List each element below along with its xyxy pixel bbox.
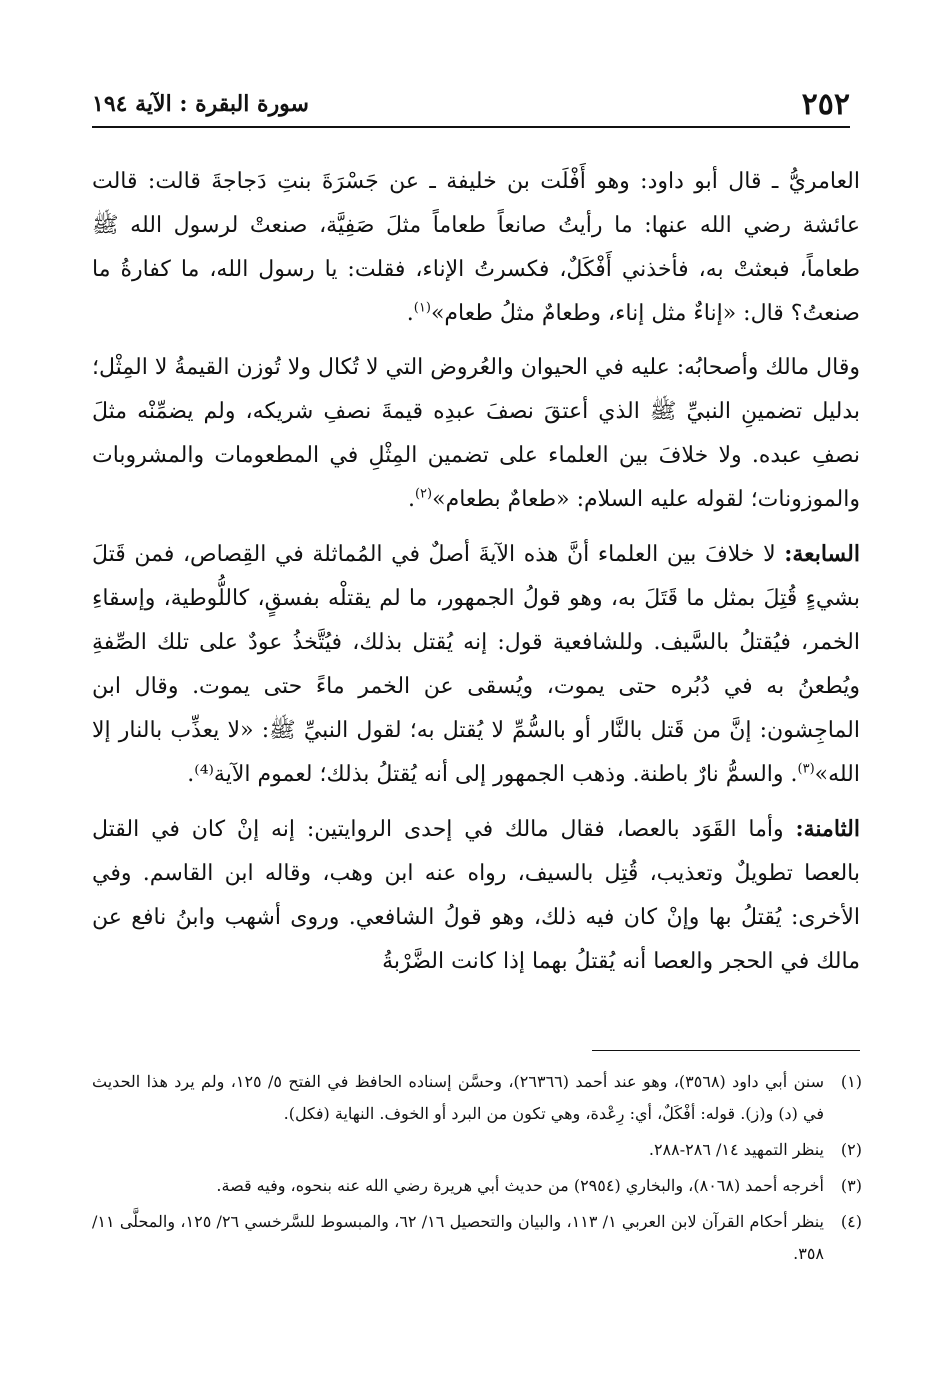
paragraph-end: . (406, 301, 414, 326)
footnote-text: أخرجه أحمد (٨٠٦٨)، والبخاري (٢٩٥٤) من حديث أبي هريرة رضي الله عنه بنحوه، وفيه قصة. (216, 1176, 824, 1195)
footnote-text: ينظر التمهيد ١٤/ ٢٨٦-٢٨٨. (648, 1140, 824, 1159)
running-header (92, 84, 850, 124)
header-rule (92, 126, 850, 128)
main-text (92, 160, 860, 994)
footnote (92, 1134, 862, 1166)
footnote-number: (٤) (840, 1212, 862, 1231)
paragraph-end: . (407, 487, 415, 512)
footnote-ref: (٢) (414, 486, 433, 502)
footnote-text: سنن أبي داود (٣٥٦٨)، وهو عند أحمد (٢٦٣٦٦)، وحسَّن إسناده الحافظ في الفتح ٥/ ١٢٥، ولم يرد هذا الحديث في (د) و(ز). قوله: أفْكَلٌ، أي: رِعْدة، وهي تكون من البرد أو الخوف. النهاية (فكل). (92, 1072, 825, 1123)
footnote-text: ينظر أحكام القرآن لابن العربي ١/ ١١٣، والبيان والتحصيل ١٦/ ٦٢، والمبسوط للسَّرخسي ٢٦/ ١٢٥، والمحلَّى ١١/ ٣٥٨. (92, 1212, 824, 1263)
paragraph-end: . والسمُّ نارٌ باطنة. وذهب الجمهور إلى أنه يُقتلُ بذلك؛ لعموم الآية⁽⁴⁾. (187, 762, 798, 787)
footnote-number: (٣) (840, 1176, 862, 1195)
paragraph (92, 532, 860, 797)
footnote (92, 1066, 862, 1130)
footnotes (92, 1066, 862, 1274)
running-title: سورة البقرة : الآية ١٩٤ (92, 91, 309, 117)
paragraph-text: وأما القَوَد بالعصا، فقال مالك في إحدى الروايتين: إنه إنْ كان في القتل بالعصا تطويلٌ وتعذيب، قُتِل بالسيف، رواه عنه ابن وهب، وقاله ابن القاسم. وفي الأخرى: يُقتلُ بها وإنْ كان فيه ذلك، وهو قولُ الشافعي. وروى أشهب وابنُ نافع عن مالك في الحجر والعصا أنه يُقتلُ بهما إذا كانت الضَّرْبةُ (92, 817, 860, 974)
footnote-rule (592, 1050, 860, 1051)
paragraph-text: لا خلافَ بين العلماء أنَّ هذه الآيةَ أصلٌ في المُماثلة في القِصاص، فمن قَتلَ بشيءٍ قُتِلَ بمثل ما قَتَلَ به، وهو قولُ الجمهور، ما لم يقتلْه بفسقٍ، كاللُّوطية، وإسقاءِ الخمر، فيُقتلُ بالسَّيف. وللشافعية قول: إنه يُقتل بذلك، فيُتَّخذُ عودٌ على تلك الصِّفةِ ويُطعنُ به في دُبُره حتى يموت، ويُسقى عن الخمر ماءً حتى يموت. وقال ابن الماجِشون: إنَّ من قَتل بالنَّار أو بالسُّمِّ لا يُقتل به؛ لقول النبيِّ ﷺ: «لا يعذِّب بالنار إلا الله» (92, 542, 860, 787)
paragraph-text: وقال مالك وأصحابُه: عليه في الحيوان والعُروض التي لا تُكال ولا تُوزن القيمةُ لا المِثْل؛ بدليل تضمينِ النبيِّ ﷺ الذي أعتقَ نصفَ عبدِه قيمةَ نصفِ شريكه، ولم يضمِّنْه مثلَ نصفِ عبده. ولا خلافَ بين العلماء على تضمين المِثْلِ في المطعومات والمشروبات والموزونات؛ لقوله عليه السلام: «طعامٌ بطعام» (92, 355, 860, 512)
footnote-number: (٢) (840, 1140, 862, 1159)
page-number: ٢٥٢ (801, 86, 850, 122)
paragraph (92, 346, 860, 522)
footnote (92, 1170, 862, 1202)
section-label: الثامنة: (795, 816, 860, 842)
footnote-ref: (١) (413, 300, 431, 316)
footnote (92, 1206, 862, 1270)
footnote-number: (١) (840, 1072, 862, 1091)
section-label: السابعة: (784, 541, 860, 567)
paragraph (92, 160, 860, 336)
paragraph-text: العامريُّ ـ قال أبو داود: وهو أَفْلَت بن خليفة ـ عن جَسْرَةَ بنتِ دَجاجةَ قالت: قالت عائشة رضي الله عنها: ما رأيتُ صانعاً طعاماً مثلَ صَفِيَّة، صنعتْ لرسول الله ﷺ طعاماً، فبعثتْ به، فأخذني أَفْكَلٌ، فكسرتُ الإناء، فقلت: يا رسول الله، ما كفارةُ ما صنعتُ؟ قال: «إناءٌ مثل إناء، وطعامٌ مثلُ طعام» (92, 169, 860, 326)
footnote-ref: (٣) (797, 761, 815, 777)
paragraph (92, 807, 860, 984)
